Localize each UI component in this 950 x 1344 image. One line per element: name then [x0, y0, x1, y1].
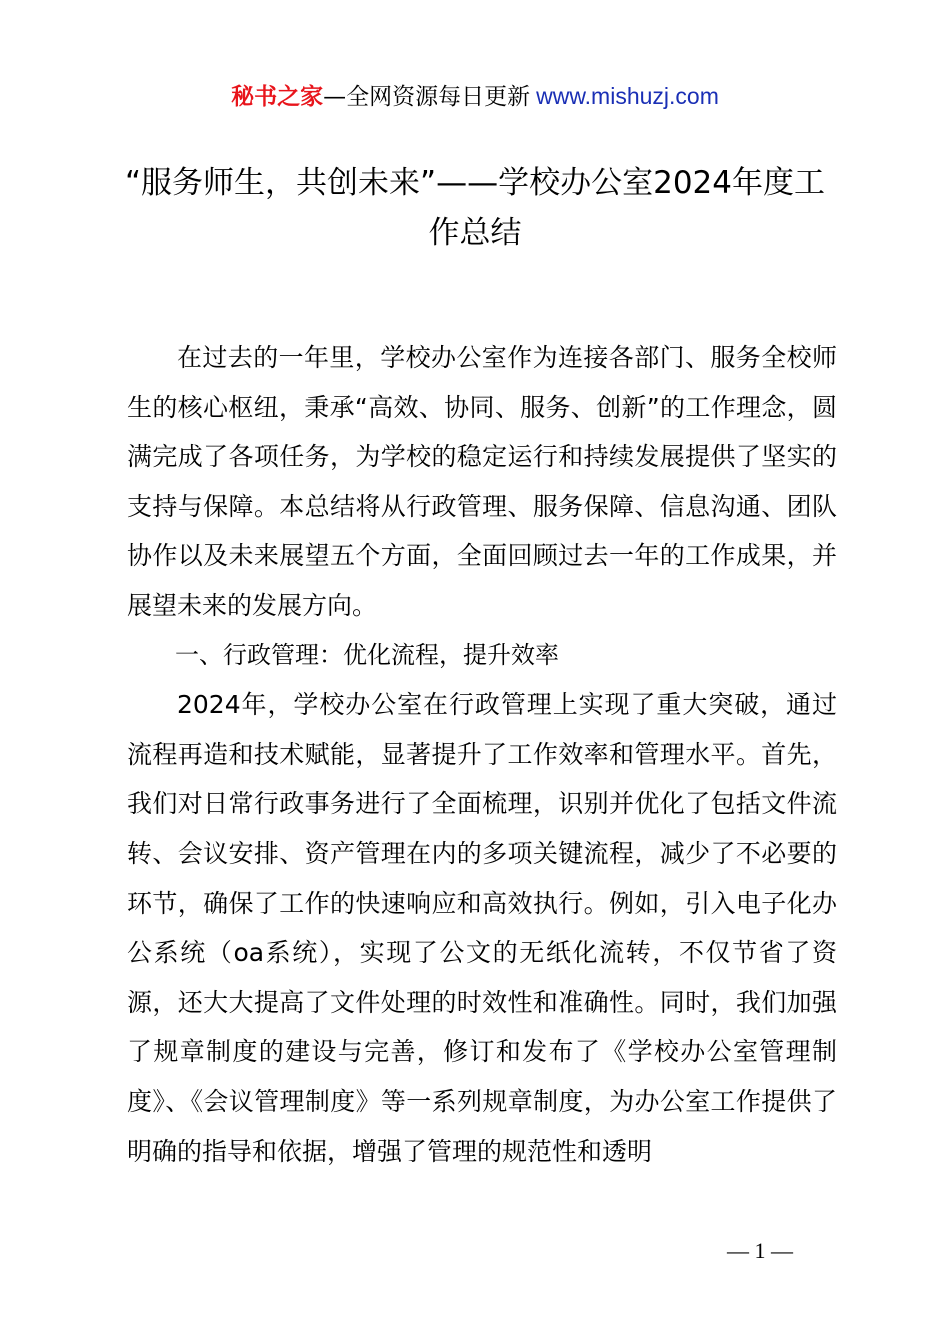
page-number: — 1 —: [727, 1238, 793, 1263]
site-tagline: —全网资源每日更新: [323, 84, 531, 110]
site-name: 秘书之家: [231, 84, 324, 110]
site-header: [0, 80, 950, 113]
document-title: “服务师生，共创未来”——学校办公室2024年度工作总结: [124, 165, 825, 251]
intro-paragraph: 在过去的一年里，学校办公室作为连接各部门、服务全校师生的核心枢纽，秉承“高效、协同、服务、创新”的工作理念，圆满完成了各项任务，为学校的稳定运行和持续发展提供了坚实的支持与保障。本总结将从行政管理、服务保障、信息沟通、团队协作以及未来展望五个方面，全面回顾过去一年的工作成果，并展望未来的发展方向。: [127, 343, 837, 620]
body-paragraph: 2024年，学校办公室在行政管理上实现了重大突破，通过流程再造和技术赋能，显著提升了工作效率和管理水平。首先，我们对日常行政事务进行了全面梳理，识别并优化了包括文件流转、会议安排、资产管理在内的多项关键流程，减少了不必要的环节，确保了工作的快速响应和高效执行。例如，引入电子化办公系统（oa系统），实现了公文的无纸化流转，不仅节省了资源，还大大提高了文件处理的时效性和准确性。同时，我们加强了规章制度的建设与完善，修订和发布了《学校办公室管理制度》、《会议管理制度》等一系列规章制度，为办公室工作提供了明确的指导和依据，增强了管理的规范性和透明: [127, 690, 837, 1166]
site-url-link[interactable]: www.mishuzj.com: [536, 83, 719, 109]
document-body: [127, 333, 837, 1176]
section-heading: 一、行政管理：优化流程，提升效率: [175, 640, 559, 669]
